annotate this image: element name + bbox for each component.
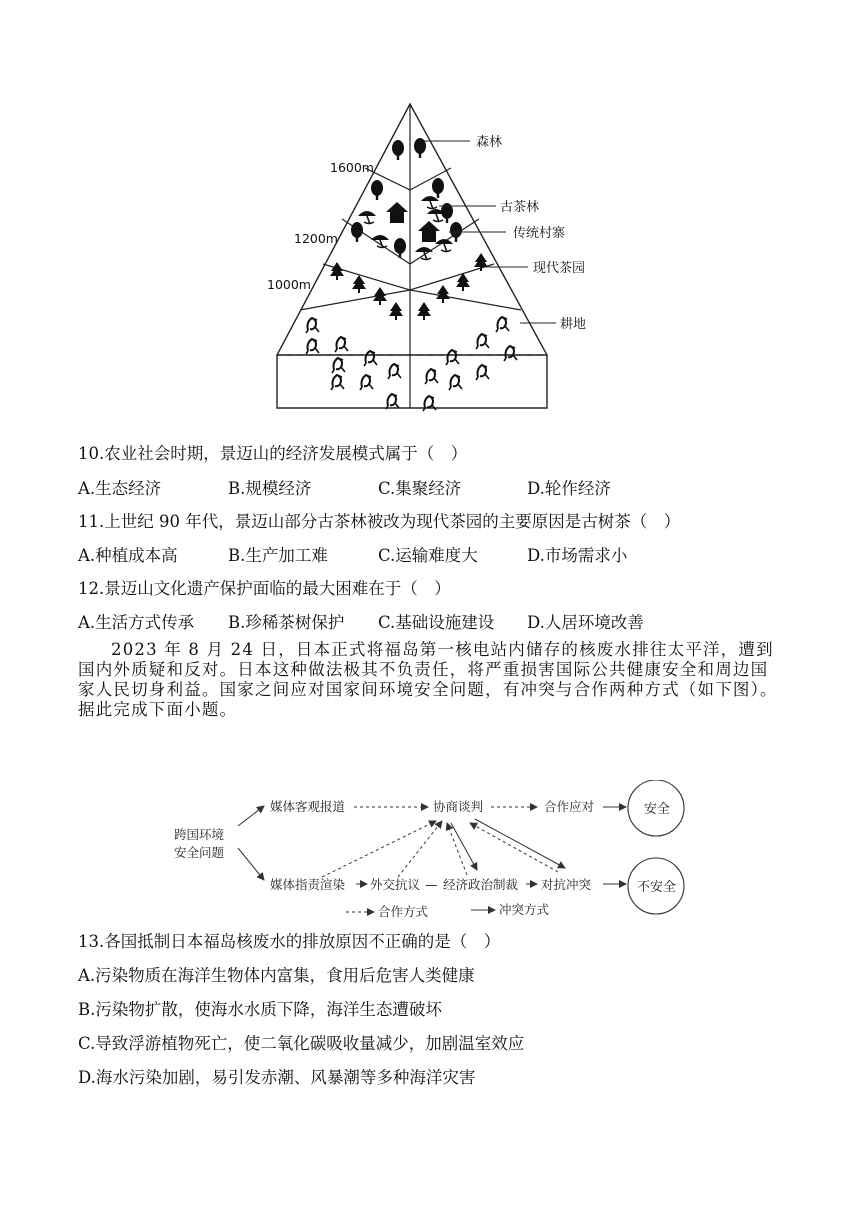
question-13-option-a[interactable]: A.污染物质在海洋生物体内富集，食用后危害人类健康	[78, 966, 475, 985]
option-d[interactable]: D.人居环境改善	[527, 613, 644, 632]
flow-source-line1: 跨国环境	[174, 827, 225, 842]
flow-unsafe: 不安全	[637, 880, 677, 895]
legend-cooperation: 合作方式	[378, 904, 429, 919]
pyramid-diagram	[260, 96, 620, 418]
legend-conflict: 冲突方式	[499, 902, 550, 917]
zone-label-modern-tea: 现代茶园	[533, 261, 586, 276]
flow-protest: 外交抗议	[370, 877, 421, 892]
flow-negotiation: 协商谈判	[433, 799, 484, 814]
option-a[interactable]: A.种植成本高	[78, 546, 178, 565]
option-c[interactable]: C.集聚经济	[378, 479, 462, 498]
flow-sanction: 经济政治制裁	[443, 877, 519, 892]
option-b[interactable]: B.规模经济	[228, 479, 312, 498]
flow-coop-response: 合作应对	[544, 799, 595, 814]
question-13-option-d[interactable]: D.海水污染加剧，易引发赤潮、风暴潮等多种海洋灾害	[78, 1068, 476, 1087]
question-10-stem: 10.农业社会时期，景迈山的经济发展模式属于（ ）	[78, 444, 468, 463]
flow-dash: —	[425, 877, 438, 892]
option-d[interactable]: D.市场需求小	[527, 546, 628, 565]
zone-label-village: 传统村寨	[513, 226, 566, 241]
zone-label-forest: 森林	[476, 135, 503, 150]
option-c[interactable]: C.基础设施建设	[378, 613, 495, 632]
option-d[interactable]: D.轮作经济	[527, 479, 611, 498]
option-a[interactable]: A.生态经济	[78, 479, 162, 498]
flow-media-objective: 媒体客观报道	[270, 799, 346, 814]
zone-label-farmland: 耕地	[560, 317, 587, 332]
flow-source-line2: 安全问题	[174, 845, 225, 860]
option-a[interactable]: A.生活方式传承	[78, 613, 195, 632]
question-12-stem: 12.景迈山文化遗产保护面临的最大困难在于（ ）	[78, 579, 451, 598]
question-13-option-c[interactable]: C.导致浮游植物死亡，使二氧化碳吸收量减少，加剧温室效应	[78, 1034, 525, 1053]
flow-safe: 安全	[644, 802, 671, 817]
flow-media-blame: 媒体指责渲染	[270, 877, 346, 892]
altitude-label: 1200m	[294, 231, 338, 246]
question-13-stem: 13.各国抵制日本福岛核废水的排放原因不正确的是（ ）	[78, 932, 501, 951]
altitude-label: 1600m	[330, 160, 374, 175]
option-c[interactable]: C.运输难度大	[378, 546, 478, 565]
question-11-stem: 11.上世纪 90 年代，景迈山部分古茶林被改为现代茶园的主要原因是古树茶（ ）	[78, 512, 681, 531]
option-b[interactable]: B.珍稀茶树保护	[228, 613, 345, 632]
altitude-label: 1000m	[267, 277, 311, 292]
reading-passage	[78, 640, 784, 720]
question-13-option-b[interactable]: B.污染物扩散，使海水水质下降，海洋生态遭破坏	[78, 1000, 442, 1019]
zone-label-ancient-tea: 古茶林	[500, 200, 540, 215]
option-b[interactable]: B.生产加工难	[228, 546, 328, 565]
flow-diagram	[165, 780, 705, 925]
flow-confront: 对抗冲突	[541, 877, 592, 892]
passage-text: 2023 年 8 月 24 日，日本正式将福岛第一核电站内储存的核废水排往太平洋，遭到国内外质疑和反对。日本这种做法极其不负责任，将严重损害国际公共健康安全和周边国家人民切身利益。国家之间应对国家间环境安全问题，有冲突与合作两种方式（如下图）。据此完成下面小题。	[78, 640, 778, 719]
